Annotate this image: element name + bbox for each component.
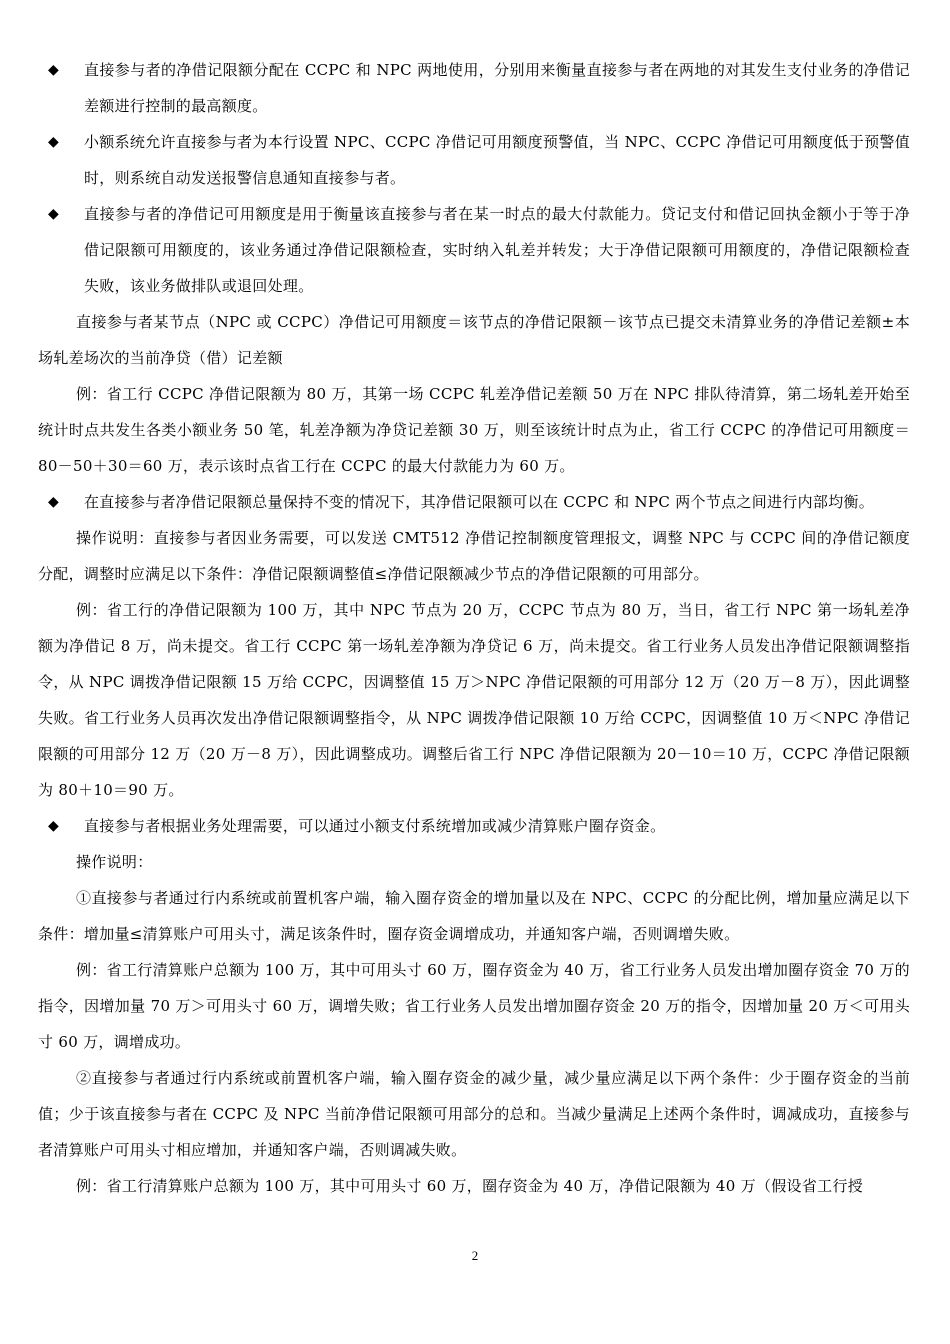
paragraph-text: 直接参与者的净借记可用额度是用于衡量该直接参与者在某一时点的最大付款能力。贷记支付和借记回执金额小于等于净借记限额可用额度的，该业务通过净借记限额检查，实时纳入轧差并转发；大于净借记限额可用额度的，净借记限额检查失败，该业务做排队或退回处理。 [84,205,910,295]
body-paragraph [38,880,910,952]
paragraph-text: 例：省工行的净借记限额为 100 万，其中 NPC 节点为 20 万，CCPC 节点为 80 万，当日，省工行 NPC 第一场轧差净额为净借记 8 万，尚未提交。省工行 CCPC 第一场轧差净额为净贷记 6 万，尚未提交。省工行业务人员发出净借记限额调整指令，从 NPC 调拨净借记限额 15 万给 CCPC，因调整值 15 万＞NPC 净借记限额的可用部分 12 万（20 万－8 万），因此调整失败。省工行业务人员再次发出净借记限额调整指令，从 NPC 调拨净借记限额 10 万给 CCPC，因调整值 10 万＜NPC 净借记限额的可用部分 12 万（20 万－8 万），因此调整成功。调整后省工行 NPC 净借记限额为 20－10＝10 万，CCPC 净借记限额为 80＋10＝90 万。 [38,601,910,799]
bullet-paragraph [38,196,910,304]
diamond-bullet-icon: ◆ [48,134,60,150]
body-paragraph [38,1168,910,1204]
body-paragraph [38,844,910,880]
paragraph-text: 例：省工行清算账户总额为 100 万，其中可用头寸 60 万，圈存资金为 40 万，净借记限额为 40 万（假设省工行授 [76,1177,864,1195]
diamond-bullet-icon: ◆ [48,494,60,510]
paragraph-text: 例：省工行 CCPC 净借记限额为 80 万，其第一场 CCPC 轧差净借记差额 50 万在 NPC 排队待清算，第二场轧差开始至统计时点共发生各类小额业务 50 笔，轧差净额为净贷记差额 30 万，则至该统计时点为止，省工行 CCPC 的净借记可用额度＝80－50＋30＝60 万，表示该时点省工行在 CCPC 的最大付款能力为 60 万。 [38,385,910,475]
paragraph-text: 操作说明：直接参与者因业务需要，可以发送 CMT512 净借记控制额度管理报文，调整 NPC 与 CCPC 间的净借记额度分配，调整时应满足以下条件：净借记限额调整值≤净借记限额减少节点的净借记限额的可用部分。 [38,529,910,583]
paragraph-text: ②直接参与者通过行内系统或前置机客户端，输入圈存资金的减少量，减少量应满足以下两个条件：少于圈存资金的当前值；少于该直接参与者在 CCPC 及 NPC 当前净借记限额可用部分的总和。当减少量满足上述两个条件时，调减成功，直接参与者清算账户可用头寸相应增加，并通知客户端，否则调减失败。 [38,1069,910,1159]
body-paragraph [38,592,910,808]
diamond-bullet-icon: ◆ [48,818,60,834]
paragraph-text: 例：省工行清算账户总额为 100 万，其中可用头寸 60 万，圈存资金为 40 万，省工行业务人员发出增加圈存资金 70 万的指令，因增加量 70 万＞可用头寸 60 万，调增失败；省工行业务人员发出增加圈存资金 20 万的指令，因增加量 20 万＜可用头寸 60 万，调增成功。 [38,961,910,1051]
diamond-bullet-icon: ◆ [48,62,60,78]
bullet-paragraph [38,124,910,196]
diamond-bullet-icon: ◆ [48,206,60,222]
paragraph-text: 直接参与者的净借记限额分配在 CCPC 和 NPC 两地使用，分别用来衡量直接参与者在两地的对其发生支付业务的净借记差额进行控制的最高额度。 [84,61,910,115]
bullet-paragraph [38,484,910,520]
paragraph-text: 小额系统允许直接参与者为本行设置 NPC、CCPC 净借记可用额度预警值，当 NPC、CCPC 净借记可用额度低于预警值时，则系统自动发送报警信息通知直接参与者。 [84,133,910,187]
bullet-paragraph [38,52,910,124]
document-body [38,52,910,1204]
body-paragraph [38,304,910,376]
paragraph-text: 直接参与者某节点（NPC 或 CCPC）净借记可用额度＝该节点的净借记限额－该节点已提交未清算业务的净借记差额±本场轧差场次的当前净贷（借）记差额 [38,313,910,367]
body-paragraph [38,520,910,592]
paragraph-text: 在直接参与者净借记限额总量保持不变的情况下，其净借记限额可以在 CCPC 和 NPC 两个节点之间进行内部均衡。 [84,493,875,511]
paragraph-text: 直接参与者根据业务处理需要，可以通过小额支付系统增加或减少清算账户圈存资金。 [84,817,666,835]
body-paragraph [38,1060,910,1168]
body-paragraph [38,376,910,484]
paragraph-text: 操作说明： [76,853,153,871]
paragraph-text: ①直接参与者通过行内系统或前置机客户端，输入圈存资金的增加量以及在 NPC、CCPC 的分配比例，增加量应满足以下条件：增加量≤清算账户可用头寸，满足该条件时，圈存资金调增成功，并通知客户端，否则调增失败。 [38,889,910,943]
bullet-paragraph [38,808,910,844]
page-number: 2 [471,1248,479,1263]
body-paragraph [38,952,910,1060]
